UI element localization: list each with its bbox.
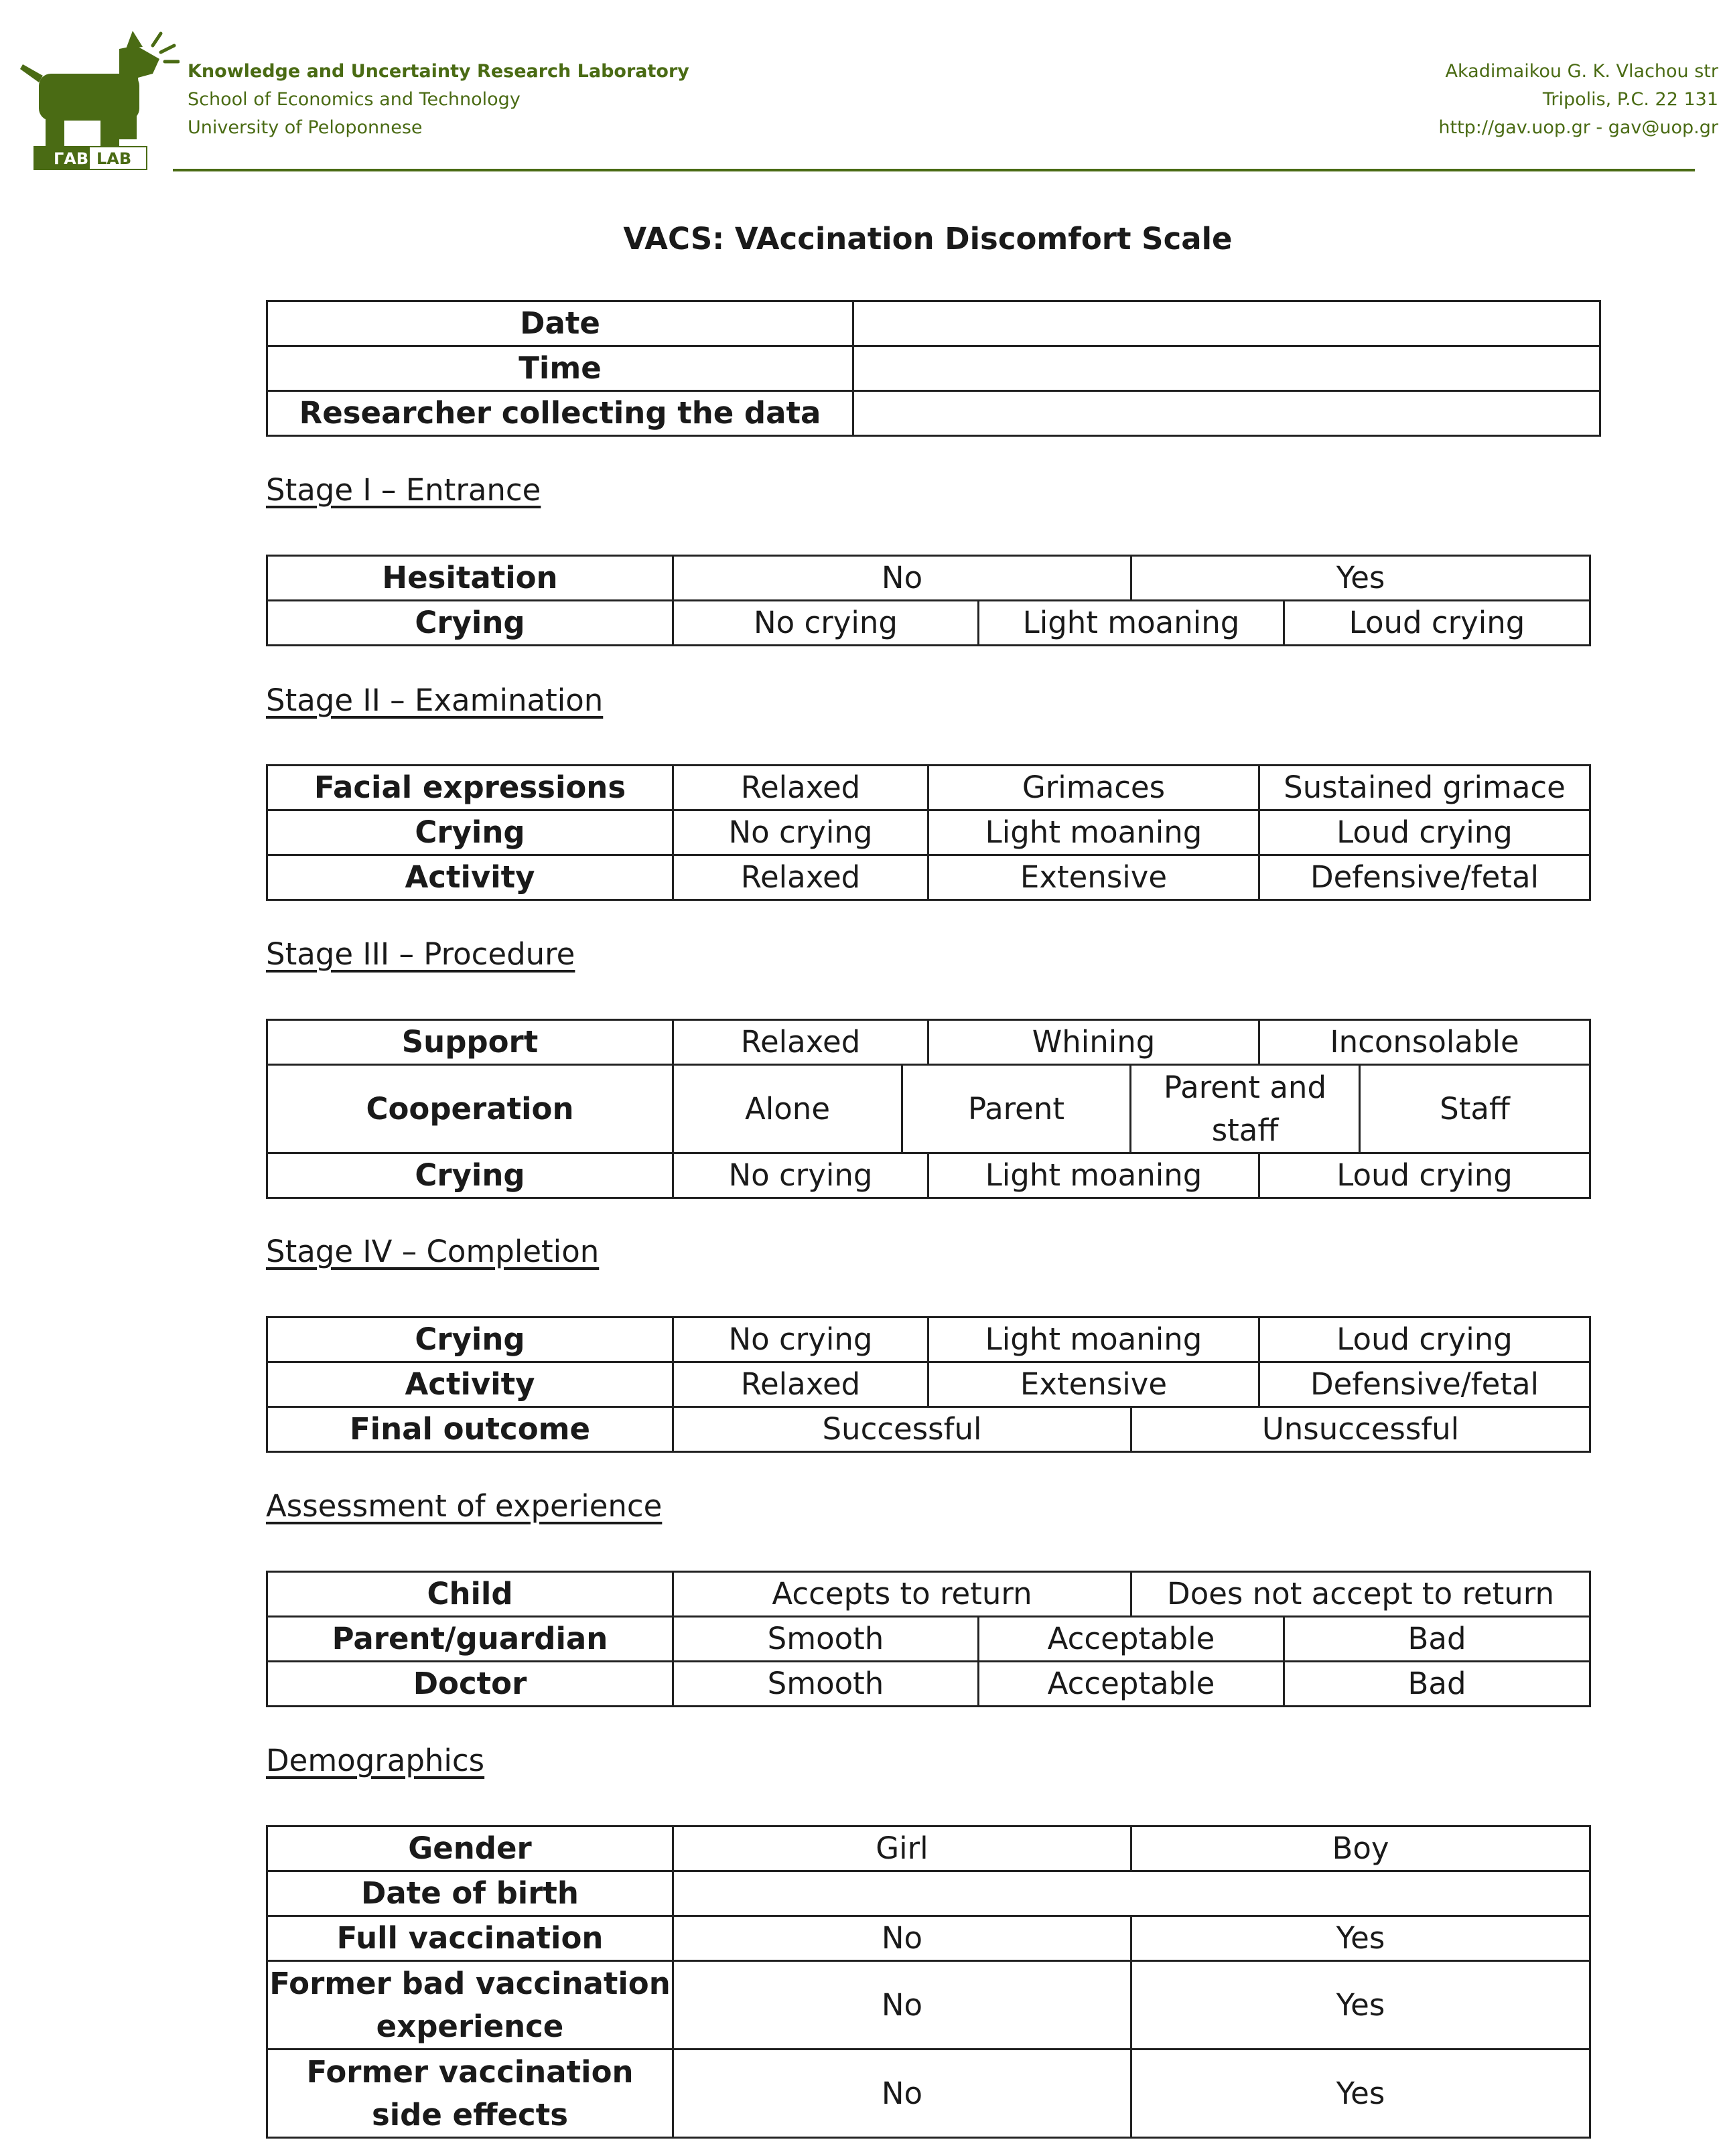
option-cell[interactable]: Alone xyxy=(673,1065,902,1153)
stage3-heading: Stage III – Procedure xyxy=(266,936,575,972)
hesitation-label: Hesitation xyxy=(267,556,673,601)
option-cell[interactable]: Defensive/fetal xyxy=(1259,855,1590,900)
crying-label: Crying xyxy=(267,1317,673,1362)
option-cell[interactable]: Light moaning xyxy=(928,1317,1259,1362)
gender-label: Gender xyxy=(267,1826,673,1871)
facial-expressions-label: Facial expressions xyxy=(267,766,673,810)
option-cell[interactable]: Yes xyxy=(1131,1916,1590,1961)
time-label: Time xyxy=(267,346,853,391)
lab-info xyxy=(188,58,689,142)
option-cell[interactable]: Relaxed xyxy=(673,766,928,810)
assessment-child-row xyxy=(267,1572,1590,1617)
option-cell[interactable]: Light moaning xyxy=(928,810,1259,855)
doctor-label: Doctor xyxy=(267,1662,673,1707)
option-cell[interactable]: Relaxed xyxy=(673,1362,928,1407)
gender-row xyxy=(267,1826,1590,1871)
university-name: University of Peloponnese xyxy=(188,117,423,138)
assessment-heading: Assessment of experience xyxy=(266,1488,663,1524)
crying-label: Crying xyxy=(267,601,673,646)
stage3-cooperation-row xyxy=(267,1065,1590,1153)
assessment-table xyxy=(266,1571,1591,1707)
option-cell[interactable]: No crying xyxy=(673,1153,928,1198)
stage2-crying-row xyxy=(267,810,1590,855)
bad-experience-row xyxy=(267,1961,1590,2050)
cooperation-label: Cooperation xyxy=(267,1065,673,1153)
assessment-doctor-row xyxy=(267,1662,1590,1707)
stage4-crying-row xyxy=(267,1317,1590,1362)
researcher-field[interactable] xyxy=(853,391,1600,436)
option-cell[interactable]: Grimaces xyxy=(928,766,1259,810)
date-label: Date xyxy=(267,301,853,346)
demographics-table xyxy=(266,1825,1591,2139)
option-cell[interactable]: Loud crying xyxy=(1259,1153,1590,1198)
option-cell[interactable]: Relaxed xyxy=(673,855,928,900)
stage4-activity-row xyxy=(267,1362,1590,1407)
stage3-support-row xyxy=(267,1020,1590,1065)
full-vaccination-row xyxy=(267,1916,1590,1961)
stage3-crying-row xyxy=(267,1153,1590,1198)
option-cell[interactable]: No xyxy=(673,1961,1131,2050)
option-cell[interactable]: Unsuccessful xyxy=(1131,1407,1590,1452)
option-cell[interactable]: Bad xyxy=(1284,1617,1590,1662)
option-cell[interactable]: Successful xyxy=(673,1407,1131,1452)
address-street: Akadimaikou G. K. Vlachou str xyxy=(1445,61,1718,82)
stage2-table xyxy=(266,764,1591,901)
stage2-activity-row xyxy=(267,855,1590,900)
address-contact[interactable]: http://gav.uop.gr - gav@uop.gr xyxy=(1438,117,1718,138)
option-cell[interactable]: Staff xyxy=(1360,1065,1590,1153)
option-cell[interactable]: No crying xyxy=(673,1317,928,1362)
svg-text:LAB: LAB xyxy=(96,149,132,168)
option-cell[interactable]: No crying xyxy=(673,810,928,855)
option-cell[interactable]: Loud crying xyxy=(1259,810,1590,855)
option-cell[interactable]: Smooth xyxy=(673,1662,979,1707)
stage1-table xyxy=(266,555,1591,646)
stage4-outcome-row xyxy=(267,1407,1590,1452)
time-field[interactable] xyxy=(853,346,1600,391)
crying-label: Crying xyxy=(267,810,673,855)
parent-guardian-label: Parent/guardian xyxy=(267,1617,673,1662)
assessment-parent-row xyxy=(267,1617,1590,1662)
option-cell[interactable]: Relaxed xyxy=(673,1020,928,1065)
option-cell[interactable]: Parent and staff xyxy=(1131,1065,1360,1153)
option-cell[interactable]: Whining xyxy=(928,1020,1259,1065)
header-divider xyxy=(173,169,1695,171)
option-cell[interactable]: Yes xyxy=(1131,1961,1590,2050)
option-cell[interactable]: Sustained grimace xyxy=(1259,766,1590,810)
dob-row xyxy=(267,1871,1590,1916)
researcher-label: Researcher collecting the data xyxy=(267,391,853,436)
side-effects-label: Former vaccination side effects xyxy=(267,2050,673,2138)
address-city: Tripolis, P.C. 22 131 xyxy=(1542,89,1718,110)
support-label: Support xyxy=(267,1020,673,1065)
option-cell[interactable]: Boy xyxy=(1131,1826,1590,1871)
option-cell[interactable]: Acceptable xyxy=(979,1617,1284,1662)
full-vaccination-label: Full vaccination xyxy=(267,1916,673,1961)
activity-label: Activity xyxy=(267,1362,673,1407)
stage1-hesitation-row xyxy=(267,556,1590,601)
crying-label: Crying xyxy=(267,1153,673,1198)
date-field[interactable] xyxy=(853,301,1600,346)
lab-logo xyxy=(19,19,180,173)
final-outcome-label: Final outcome xyxy=(267,1407,673,1452)
stage1-heading: Stage I – Entrance xyxy=(266,472,541,508)
option-cell[interactable]: Yes xyxy=(1131,2050,1590,2138)
date-row xyxy=(267,301,1600,346)
option-cell[interactable]: Does not accept to return xyxy=(1131,1572,1590,1617)
svg-text:ΓΑΒ: ΓΑΒ xyxy=(54,149,89,168)
option-cell[interactable]: Extensive xyxy=(928,855,1259,900)
option-cell[interactable]: Inconsolable xyxy=(1259,1020,1590,1065)
date-of-birth-label: Date of birth xyxy=(267,1871,673,1916)
option-cell[interactable]: Light moaning xyxy=(928,1153,1259,1198)
child-label: Child xyxy=(267,1572,673,1617)
option-cell[interactable]: Loud crying xyxy=(1259,1317,1590,1362)
option-cell[interactable]: No xyxy=(673,556,1131,601)
time-row xyxy=(267,346,1600,391)
school-name: School of Economics and Technology xyxy=(188,89,521,110)
date-of-birth-field[interactable] xyxy=(673,1871,1590,1916)
option-cell[interactable]: No crying xyxy=(673,601,979,646)
demographics-heading: Demographics xyxy=(266,1743,485,1778)
stage2-facial-row xyxy=(267,766,1590,810)
option-cell[interactable]: Yes xyxy=(1131,556,1590,601)
stage4-table xyxy=(266,1316,1591,1453)
option-cell[interactable]: Parent xyxy=(902,1065,1131,1153)
option-cell[interactable]: Light moaning xyxy=(979,601,1284,646)
option-cell[interactable]: Defensive/fetal xyxy=(1259,1362,1590,1407)
option-cell[interactable]: No xyxy=(673,1916,1131,1961)
bad-experience-label: Former bad vaccination experience xyxy=(267,1961,673,2050)
stage2-heading: Stage II – Examination xyxy=(266,682,604,718)
activity-label: Activity xyxy=(267,855,673,900)
option-cell[interactable]: Girl xyxy=(673,1826,1131,1871)
option-cell[interactable]: Extensive xyxy=(928,1362,1259,1407)
lab-address xyxy=(1438,58,1718,142)
option-cell[interactable]: Bad xyxy=(1284,1662,1590,1707)
option-cell[interactable]: Smooth xyxy=(673,1617,979,1662)
stage1-crying-row xyxy=(267,601,1590,646)
option-cell[interactable]: No xyxy=(673,2050,1131,2138)
stage4-heading: Stage IV – Completion xyxy=(266,1234,600,1269)
researcher-row xyxy=(267,391,1600,436)
side-effects-row xyxy=(267,2050,1590,2138)
stage3-table xyxy=(266,1019,1591,1199)
option-cell[interactable]: Loud crying xyxy=(1284,601,1590,646)
option-cell[interactable]: Acceptable xyxy=(979,1662,1284,1707)
info-table xyxy=(266,300,1601,437)
document-title: VACS: VAccination Discomfort Scale xyxy=(623,221,1233,257)
lab-name: Knowledge and Uncertainty Research Laboratory xyxy=(188,61,689,82)
option-cell[interactable]: Accepts to return xyxy=(673,1572,1131,1617)
